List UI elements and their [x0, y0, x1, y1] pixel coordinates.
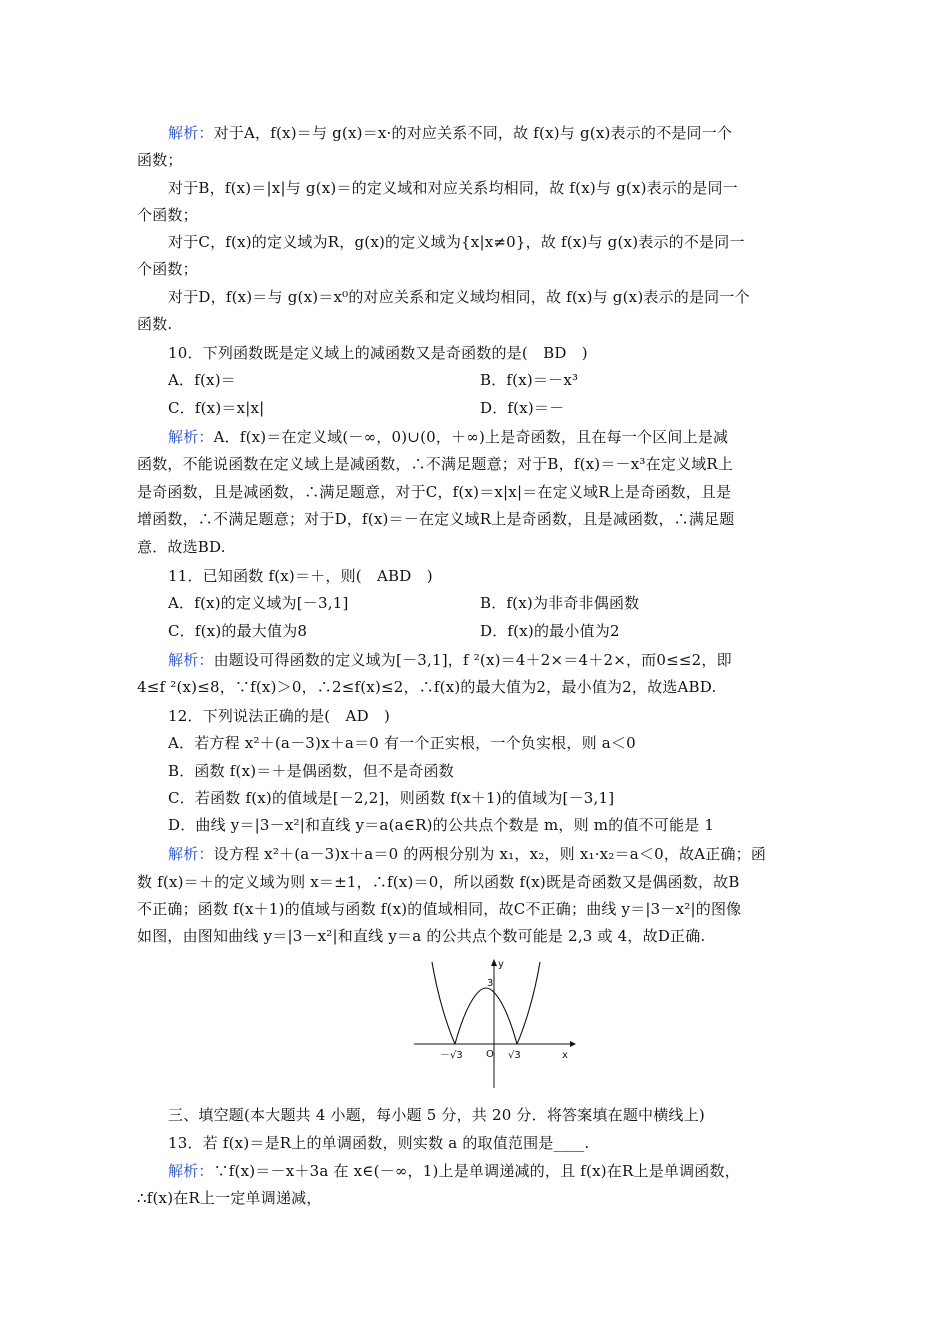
solution-13-line-2: ∴f(x)在R上一定单调递减，: [137, 1189, 322, 1207]
solution-label: 解析：: [168, 845, 214, 863]
question-12-option-a: A．若方程 x²＋(a－3)x＋a＝0 有一个正实根，一个负实根，则 a＜0: [168, 734, 636, 752]
solution-9-line-4: 个函数；: [137, 206, 198, 224]
solution-12-line-3: 不正确；函数 f(x＋1)的值域与函数 f(x)的值域相同，故C不正确；曲线 y＝|3－x²|的图像: [137, 900, 742, 918]
question-11-option-a: A．f(x)的定义域为[－3,1]: [168, 594, 349, 612]
text: 对于A，f(x)＝与 g(x)＝x·的对应关系不同，故 f(x)与 g(x)表示的不是同一个: [213, 124, 733, 142]
solution-12-line-2: 数 f(x)＝＋的定义域为则 x＝±1，∴f(x)＝0，所以函数 f(x)既是奇函数又是偶函数，故B: [137, 873, 740, 891]
question-12-option-b: B．函数 f(x)＝＋是偶函数，但不是奇函数: [168, 762, 454, 780]
solution-label: 解析：: [168, 124, 214, 142]
solution-11-line-2: 4≤f ²(x)≤8，∵f(x)＞0，∴2≤f(x)≤2，∴f(x)的最大值为2，最小值为2，故选ABD.: [137, 678, 717, 696]
question-11-option-b: B．f(x)为非奇非偶函数: [480, 594, 640, 612]
question-10-option-b: B．f(x)＝－x³: [480, 371, 579, 389]
solution-9-line-8: 函数.: [137, 315, 173, 333]
solution-9-line-6: 个函数；: [137, 260, 198, 278]
curve-middle-arch: [455, 988, 517, 1044]
question-10-option-a: A．f(x)＝: [168, 371, 236, 389]
text: A．f(x)＝在定义域(－∞，0)∪(0，＋∞)上是奇函数，且在每一个区间上是减: [213, 428, 729, 446]
question-11-option-d: D．f(x)的最小值为2: [480, 622, 620, 640]
solution-10-line-4: 增函数，∴不满足题意；对于D，f(x)＝－在定义域R上是奇函数，且是减函数，∴满足题: [137, 510, 735, 528]
solution-9-line-7: 对于D，f(x)＝与 g(x)＝x⁰的对应关系和定义域均相同，故 f(x)与 g(x)表示的是同一个: [168, 288, 750, 306]
solution-label: 解析：: [168, 651, 214, 669]
question-12-option-d: D．曲线 y＝|3－x²|和直线 y＝a(a∈R)的公共点个数是 m，则 m的值不可能是 1: [168, 816, 715, 834]
section-heading-fill-in: 三、填空题(本大题共 4 小题，每小题 5 分，共 20 分．将答案填在题中横线上): [168, 1106, 705, 1124]
question-11-stem: 11．已知函数 f(x)＝＋，则( ABD ): [168, 567, 433, 585]
solution-13-line-1: [137, 1159, 817, 1183]
text: 设方程 x²＋(a－3)x＋a＝0 的两根分别为 x₁，x₂，则 x₁·x₂＝a＜0，故A正确；函: [213, 845, 767, 863]
solution-10-line-2: 函数，不能说函数在定义域上是减函数，∴不满足题意；对于B，f(x)＝－x³在定义域R上: [137, 455, 734, 473]
solution-9-line-1: [137, 121, 817, 145]
y-tick-label: 3: [487, 978, 494, 989]
question-10-option-d: D．f(x)＝－: [480, 399, 565, 417]
question-10-stem: 10．下列函数既是定义域上的减函数又是奇函数的是( BD ): [168, 344, 588, 362]
question-12-stem: 12．下列说法正确的是( AD ): [168, 707, 391, 725]
origin-label: O: [486, 1049, 494, 1060]
solution-10-line-3: 是奇函数，且是减函数，∴满足题意，对于C，f(x)＝x|x|＝在定义域R上是奇函数，且是: [137, 483, 732, 501]
question-10-option-c: C．f(x)＝x|x|: [168, 399, 265, 417]
solution-9-line-5: 对于C，f(x)的定义域为R，g(x)的定义域为{x|x≠0}，故 f(x)与 g(x)表示的不是同一: [168, 233, 745, 251]
question-13-stem: 13．若 f(x)＝是R上的单调函数，则实数 a 的取值范围是____.: [168, 1134, 590, 1152]
solution-10-line-5: 意．故选BD.: [137, 538, 226, 556]
solution-label: 解析：: [168, 1162, 214, 1180]
curve-figure: [410, 958, 576, 1090]
y-axis-label: y: [498, 959, 504, 970]
solution-12-line-1: [137, 842, 817, 866]
solution-label: 解析：: [168, 428, 214, 446]
x-axis-label: x: [562, 1050, 568, 1061]
curve-right-branch: [517, 962, 540, 1044]
question-11-option-c: C．f(x)的最大值为8: [168, 622, 308, 640]
question-12-option-c: C．若函数 f(x)的值域是[－2,2]，则函数 f(x＋1)的值域为[－3,1]: [168, 789, 615, 807]
y-axis-arrow: [491, 959, 497, 966]
text: ∵f(x)＝－x＋3a 在 x∈(－∞，1)上是单调递减的，且 f(x)在R上是单调函数，: [213, 1162, 740, 1180]
text: 由题设可得函数的定义域为[－3,1]，f ²(x)＝4＋2×＝4＋2×，而0≤≤2，即: [213, 651, 732, 669]
solution-10-line-1: [137, 425, 817, 449]
x-axis-arrow: [570, 1041, 576, 1047]
solution-12-line-4: 如图，由图知曲线 y＝|3－x²|和直线 y＝a 的公共点个数可能是 2,3 或 4，故D正确.: [137, 927, 706, 945]
solution-9-line-2: 函数；: [137, 151, 183, 169]
x-pos-root-label: √3: [508, 1050, 521, 1061]
curve-left-branch: [432, 962, 455, 1044]
solution-9-line-3: 对于B，f(x)＝|x|与 g(x)＝的定义域和对应关系均相同，故 f(x)与 g(x)表示的是同一: [168, 179, 738, 197]
x-neg-root-label: －√3: [440, 1050, 463, 1061]
solution-11-line-1: [137, 648, 817, 672]
